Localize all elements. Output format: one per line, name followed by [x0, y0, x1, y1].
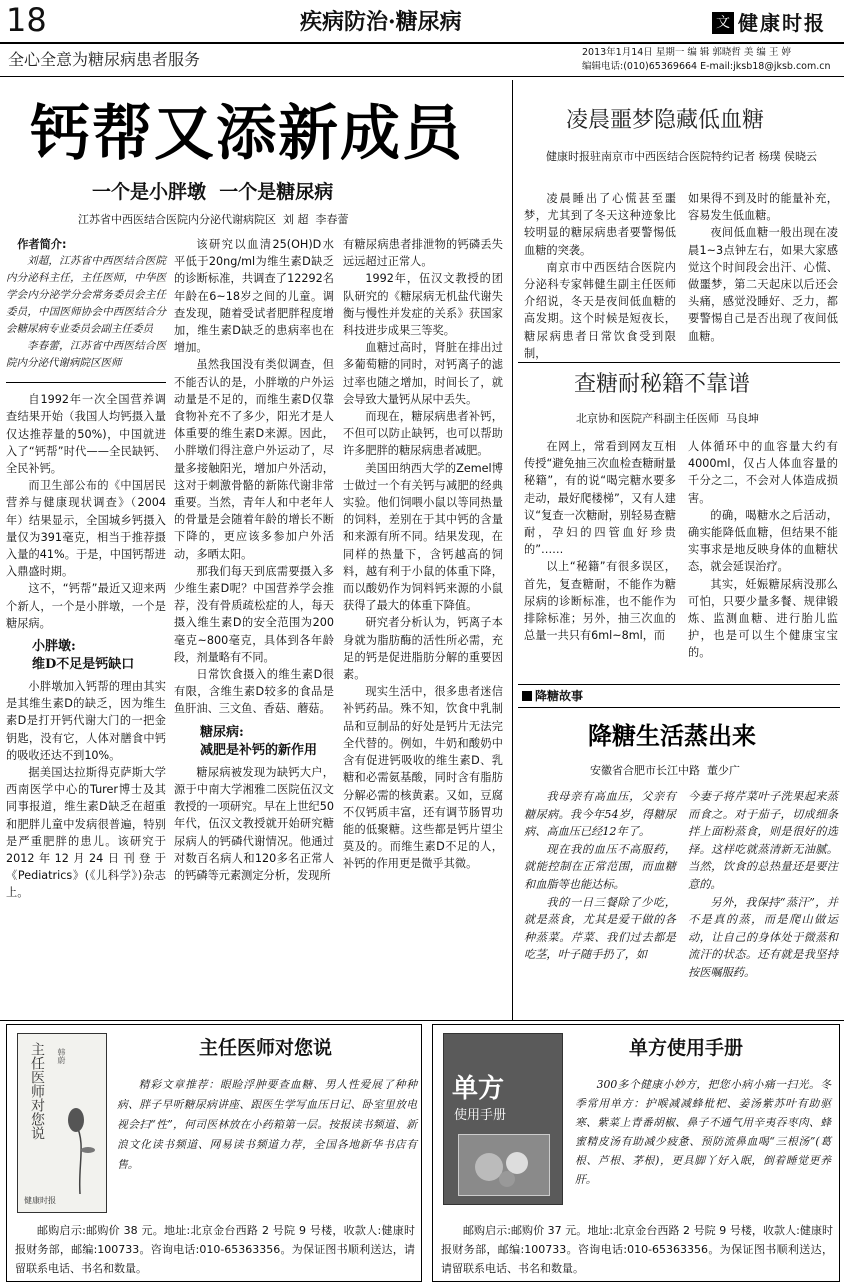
story-para: 今妻子将芹菜叶子洗果起来蒸而食之。对于茄子，切成细条拌上面粉蒸食，则是很好的选择。这样吃就蒸清新无油腻。当然，饮食的总热量还是要注意的。 [688, 790, 838, 891]
article3-col-left [524, 438, 676, 644]
section-title: 疾病防治·糖尿病 [300, 9, 462, 35]
main-col3-para: 研究者分析认为，钙离子本身就为脂肪酶的活性所必需，充足的钙是促进脂肪分解的重要因素。 [343, 616, 503, 682]
logo-icon: 文 [712, 12, 734, 34]
article3-col-right [688, 438, 838, 662]
article3-para: 以上“秘籍”有很多误区，首先，复查糖耐，不能作为糖尿病的诊断标准，也不能作为排除标准；另外，抽三次血的总量一共只有6ml~8ml，而 [524, 560, 676, 643]
ad-right-body: 300多个健康小妙方，把您小病小痛一扫光。冬季常用单方：护喉减减蜂枇杷、姜汤紫苏叶有助驱寒、紫菜上青番胡椒、鼻子不通气用辛夷吞枣肉、蜂蜜精皮汤有助减少疲惫、预防流鼻血喝“三根汤”(葛根、芦根、茅根)，更具脚丫好入眠，倒着睡觉更养肝。 [575, 1078, 831, 1186]
main-col2-para: 该研究以血清25(OH)D水平低于20ng/ml为维生素D缺乏的诊断标准，共调查了12292名年龄在6~18岁之间的儿童。调查发现，随着受试者肥胖程度增加，维生素D缺乏的患病率也在增加。 [174, 238, 334, 355]
story-section-label [522, 687, 583, 705]
article2-para: 夜间低血糖一般出现在凌晨1~3点钟左右，如果大家感觉这个时间段会出汗、心慌、做噩梦，第二天起床以后还会头痛，感觉没睡好、乏力，都要警惕自己是否出现了夜间低血糖。 [688, 226, 838, 343]
subhead-tangniaobing-b: 减肥是补钙的新作用 [200, 742, 318, 758]
story-para: 另外，我保持“蒸汗”，并不是真的蒸，而是爬山做运动，让自己的身体处于微蒸和流汗的状态。还有就是我坚持按医嘱服药。 [688, 895, 838, 979]
author-intro-1: 刘超，江苏省中西医结合医院内分泌科主任，主任医师，中华医学会内分泌学分会常务委员会主任委员，中国医师协会中西医结合分会糖尿病专业委员会副主任委员 [6, 255, 166, 336]
story-para: 我母亲有高血压，父亲有糖尿病。我今年54岁，得糖尿病、高血压已经12年了。 [524, 790, 676, 839]
book-subtitle: 使用手册 [454, 1108, 507, 1123]
masthead-rule [0, 42, 844, 44]
article2-para: 如果得不到及时的能量补充，容易发生低血糖。 [688, 192, 838, 223]
flower-illustration [58, 1104, 102, 1194]
ad-left-body: 精彩文章推荐：眼睑浮肿要查血糖、男人性爱展了种种病、胖子早听糖尿病讲座、跟医生学写血压日记、卧室里放电视会扫“性”，何司医林放在小药箱第一层。按报读书频道、新浪文化读书频道、网易读书频道力荐，全国各地新华书店有售。 [117, 1078, 417, 1171]
story-top-rule [518, 684, 840, 685]
author-intro-label: 作者简介: [17, 238, 67, 251]
book-publisher: 健康时报 [24, 1196, 56, 1205]
ad-right [432, 1024, 840, 1282]
main-col3-para: 现实生活中，很多患者迷信补钙药品。殊不知，饮食中乳制品和豆制品的好处是钙片无法完全代替的。例如，牛奶和酸奶中含有促进钙吸收的维生素D、乳糖和必需氨基酸，同时含有脂肪分解必需的核黄素。又如，豆腐不仅钙质丰富，还有调节肠胃功能的低聚糖。这些都是钙片望尘莫及的。而维生素D不足的人，补钙的作用更是微乎其微。 [343, 685, 503, 871]
ads-top-rule [0, 1020, 844, 1021]
article3-title: 查糖耐秘籍不靠谱 [574, 372, 751, 397]
subhead-xiaopangdun-b: 维D不足是钙缺口 [32, 657, 135, 673]
book-title: 单方 [452, 1074, 505, 1104]
story-byline: 安徽省合肥市长江中路 董少广 [590, 764, 740, 777]
main-col2-para: 日常饮食摄入的维生素D很有限，含维生素D较多的食品是鱼肝油、三文鱼、香菇、蘑菇。 [174, 668, 334, 716]
date-line: 2013年1月14日 星期一 编 辑 郭晓哲 美 编 王 婷 [582, 47, 791, 58]
ad-left-title: 主任医师对您说 [199, 1037, 333, 1059]
article3-para: 其实，妊娠糖尿病没那么可怕，只要少量多餐、规律锻炼、监测血糖、进行胎儿监护，也是可以生个健康宝宝的。 [688, 577, 838, 660]
ad-right-book-cover [443, 1033, 563, 1205]
square-icon [522, 691, 532, 701]
main-col1-para: 据美国达拉斯得克萨斯大学西南医学中心的Turer博士及其同事报道，维生素D缺乏在超重和肥胖儿童中发病很普遍，特别是严重肥胖的患儿。该研究于2012年12月24日刊登于《Pediatrics》(《儿科学》)杂志上。 [6, 766, 166, 900]
main-col1-para: 而卫生部公布的《中国居民营养与健康现状调查》（2004年）结果显示，全国城乡钙摄入量仅为391毫克，相当于推荐摄入量的41%。于是，中国钙帮进入鼎盛时期。 [6, 479, 166, 579]
logo-text: 健康时报 [738, 11, 826, 35]
page-number: 18 [6, 1, 47, 39]
main-col1-para: 这不，“钙帮”最近又迎来两个新人，一个是小胖墩，一个是糖尿病。 [6, 582, 166, 630]
ad-left [6, 1024, 422, 1282]
ad-right-order: 邮购启示:邮购价 37 元。地址:北京金台西路 2 号院 9 号楼，收款人:健康时报财务部，邮编:100733。咨询电话:010-65363356。为保证图书顺利送达，请留联系电话、书名和数量。 [441, 1224, 833, 1275]
main-col3-para: 血糖过高时，肾脏在排出过多葡萄糖的同时，对钙离子的滤过率也随之增加，时间长了，就会导致大量钙从尿中丢失。 [343, 341, 503, 406]
author-intro-2: 李春蕾，江苏省中西医结合医院内分泌代谢病院区医师 [6, 340, 166, 370]
article3-para: 在网上，常看到网友互相传授“避免抽三次血检查糖耐量秘籍”，有的说“喝完糖水要多走动，最好爬楼梯”，又有人建议“复查一次糖耐，别轻易查糖耐，孕妇的四管血好珍贵的”…… [524, 440, 676, 557]
main-subheadline: 一个是小胖墩 一个是糖尿病 [92, 181, 334, 203]
main-col-2 [174, 236, 334, 884]
main-byline: 江苏省中西医结合医院内分泌代谢病院区 刘 超 李春蕾 [78, 213, 349, 226]
article3-para: 人体循环中的血容量大约有4000ml，仅占人体血容量的千分之二，不会对人体造成损害。 [688, 440, 838, 505]
article2-col-left [524, 190, 676, 362]
main-col2-para: 糖尿病被发现为缺钙大户，源于中南大学湘雅二医院伍汉文教授的一项研究。早在上世纪50年代，伍汉文教授就开始研究糖尿病人的钙磷代谢情况。他通过对数百名病人和120多名正常人的钙磷等元素测定分析，发现所 [174, 765, 334, 882]
main-col-3 [343, 236, 503, 873]
col1-divider [6, 382, 166, 383]
article3-byline: 北京协和医院产科副主任医师 马良坤 [576, 412, 759, 425]
main-col2-para: 那我们每天到底需要摄入多少维生素D呢？中国营养学会推荐，没有骨质疏松症的人，每天摄入维生素D的安全范围为200毫克~800毫克，具体到各年龄段，剂量略有不同。 [174, 564, 334, 664]
main-col1-para: 小胖墩加入钙帮的理由其实是其维生素D的缺乏，因为维生素D是打开钙代谢大门的一把金钥匙，没有它，人体对膳食中钙的吸收还达不到10%。 [6, 680, 166, 762]
article2-para: 凌晨睡出了心慌甚至噩梦，尤其到了冬天这种迹象比较明显的糖尿病患者要警惕低血糖的突袭。 [524, 192, 676, 257]
main-col-1 [6, 236, 166, 902]
main-col3-para: 有糖尿病患者排泄物的钙磷丢失远远超过正常人。 [343, 238, 503, 269]
main-headline: 钙帮又添新成员 [30, 99, 464, 169]
story-title: 降糖生活蒸出来 [588, 721, 756, 750]
story-section-label-text: 降糖故事 [535, 689, 584, 703]
main-col3-para: 而现在，糖尿病患者补钙，不但可以防止缺钙，也可以帮助许多肥胖的糖尿病患者减肥。 [343, 410, 503, 458]
tagline: 全心全意为糖尿病患者服务 [8, 50, 201, 69]
article3-para: 的确，喝糖水之后活动，确实能降低血糖，但结果不能实事求是地反映身体的血糖状态，就会延误治疗。 [688, 508, 838, 574]
story-label-rule [518, 707, 840, 708]
masthead-logo [712, 8, 826, 38]
story-col-right [688, 788, 838, 982]
column-separator [512, 80, 513, 1020]
subhead-tangniaobing-a: 糖尿病: [200, 724, 244, 740]
masthead-bottom-rule [0, 76, 844, 77]
article2-col-right [688, 190, 838, 345]
main-col3-para: 美国田纳西大学的Zemel博士做过一个有关钙与减肥的经典实验。他们饲喂小鼠以等同热量的饲料，差别在于其中钙的含量和来源有所不同。结果发现，在同样的热量下，含钙越高的饲料，越有利于小鼠的体重下降，而以酸奶作为饲料钙来源的小鼠获得了最大的体重下降值。 [343, 461, 503, 613]
main-col2-para: 虽然我国没有类似调查，但不能否认的是，小胖墩的户外运动量是不足的，而维生素D仅靠食物补充不了多少，阳光才是人体重要的维生素D来源。因此，小胖墩们得注意户外运动了，尽量多接触阳光，增加户外活动，这对于刺激骨骼的新陈代谢非常重要。当然，青年人和中老年人的骨量是会随着年龄的增长不断下降的，更应该多参加户外活动，多晒太阳。 [174, 358, 334, 561]
article2-para: 南京市中西医结合医院内分泌科专家韩健生副主任医师介绍说，冬天是夜间低血糖的高发期。这个时候是短夜长，糖尿病患者日常饮食受到限制， [524, 260, 676, 360]
ad-left-order: 邮购启示:邮购价 38 元。地址:北京金台西路 2 号院 9 号楼，收款人:健康时报财务部，邮编:100733。咨询电话:010-65363356。为保证图书顺利送达，请留联系电话、书名和数量。 [15, 1224, 415, 1275]
story-para: 我的一日三餐除了少吃，就是蒸食，尤其是爱干做的各种蒸菜。芹菜、我们过去都是吃茎，叶子随手扔了，如 [524, 895, 676, 962]
main-col1-para: 自1992年一次全国营养调查结果开始（我国人均钙摄入量仅达推荐量的50%)，中国就进入了“钙帮”时代——全民缺钙、全民补钙。 [6, 393, 166, 476]
article2-byline: 健康时报驻南京市中西医结合医院特约记者 杨璞 侯晓云 [546, 150, 817, 163]
subhead-xiaopangdun-a: 小胖墩: [32, 639, 76, 655]
article2-title: 凌晨噩梦隐藏低血糖 [566, 108, 765, 133]
ad-right-title: 单方使用手册 [629, 1037, 744, 1059]
book-author: 韩蔚 [57, 1048, 66, 1064]
story-col-left [524, 788, 676, 964]
story-para: 现在我的血压不高服药，就能控制在正常范围，而血糖和血脂等也能达标。 [524, 842, 676, 891]
herb-illustration [458, 1134, 550, 1196]
ad-left-book-cover [17, 1033, 107, 1213]
book-title: 主任医师对您说 [29, 1042, 45, 1140]
main-col3-para: 1992年，伍汉文教授的团队研究的《糖尿病无机盐代谢失衡与慢性并发症的关系》获国家科技进步成果三等奖。 [343, 272, 503, 338]
contact-line: 编辑电话:(010)65369664 E-mail:jksb18@jksb.com.cn [582, 61, 831, 72]
article2-bottom-rule [518, 362, 840, 363]
